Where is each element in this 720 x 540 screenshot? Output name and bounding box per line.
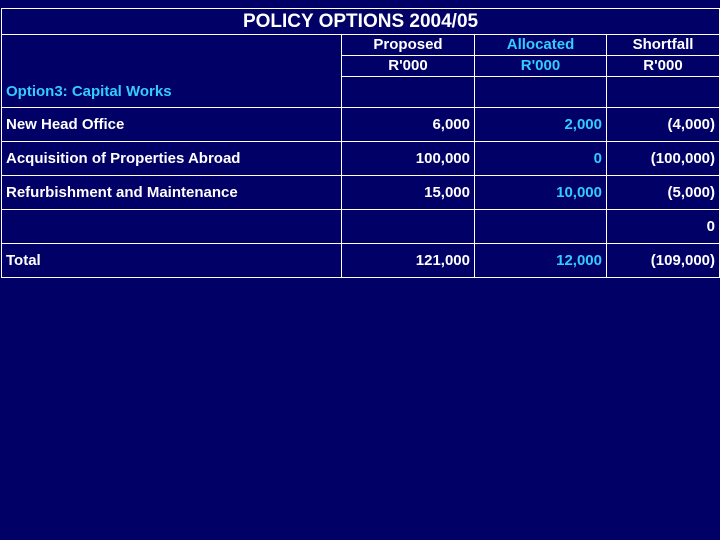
section-blank-allocated — [475, 77, 607, 108]
total-shortfall: (109,000) — [607, 244, 720, 278]
row-proposed: 6,000 — [342, 108, 475, 142]
row-allocated: 0 — [475, 142, 607, 176]
section-row — [2, 77, 720, 108]
total-label: Total — [2, 244, 342, 278]
row-label: Refurbishment and Maintenance — [2, 176, 342, 210]
row-shortfall: (4,000) — [607, 108, 720, 142]
row-shortfall: (100,000) — [607, 142, 720, 176]
total-row — [2, 244, 720, 278]
row-shortfall: (5,000) — [607, 176, 720, 210]
blank-label — [2, 210, 342, 244]
section-label: Option3: Capital Works — [2, 77, 342, 108]
row-allocated: 10,000 — [475, 176, 607, 210]
column-header-allocated: Allocated — [475, 35, 607, 56]
title-row — [2, 9, 720, 35]
unit-shortfall: R'000 — [607, 56, 720, 77]
total-allocated: 12,000 — [475, 244, 607, 278]
row-proposed: 15,000 — [342, 176, 475, 210]
blank-allocated — [475, 210, 607, 244]
blank-row — [2, 210, 720, 244]
column-header-shortfall: Shortfall — [607, 35, 720, 56]
row-allocated: 2,000 — [475, 108, 607, 142]
total-proposed: 121,000 — [342, 244, 475, 278]
column-header-proposed: Proposed — [342, 35, 475, 56]
section-blank-proposed — [342, 77, 475, 108]
unit-allocated: R'000 — [475, 56, 607, 77]
row-label: New Head Office — [2, 108, 342, 142]
policy-options-table — [1, 8, 720, 278]
row-proposed: 100,000 — [342, 142, 475, 176]
table-row — [2, 176, 720, 210]
blank-proposed — [342, 210, 475, 244]
extra-shortfall-value: 0 — [607, 210, 720, 244]
table-title: POLICY OPTIONS 2004/05 — [2, 9, 720, 35]
table-row — [2, 142, 720, 176]
header-blank-cell — [2, 35, 342, 77]
column-header-row — [2, 35, 720, 56]
row-label: Acquisition of Properties Abroad — [2, 142, 342, 176]
table-row — [2, 108, 720, 142]
unit-proposed: R'000 — [342, 56, 475, 77]
section-blank-shortfall — [607, 77, 720, 108]
